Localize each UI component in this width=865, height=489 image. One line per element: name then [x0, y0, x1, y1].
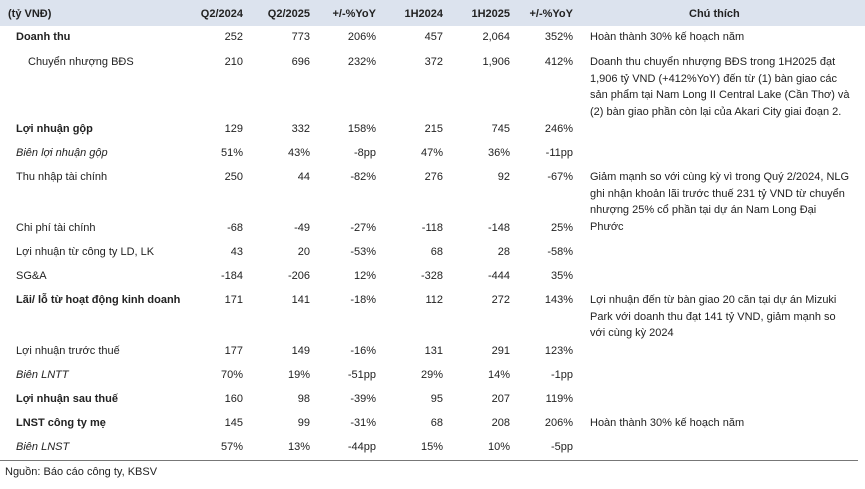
cell-yoy-q: -39% [350, 393, 376, 405]
cell-q2-2025: 149 [291, 345, 310, 357]
cell-h1-2025: 28 [497, 246, 510, 258]
header-q2-2025: Q2/2025 [267, 8, 310, 20]
cell-q2-2025: 141 [291, 294, 310, 306]
cell-h1-2025: 207 [491, 393, 510, 405]
row-label: Lợi nhuận trước thuế [16, 345, 120, 357]
cell-yoy-q: 232% [347, 56, 376, 68]
cell-q2-2025: -206 [287, 270, 310, 282]
cell-h1-2025: 291 [491, 345, 510, 357]
row-label: Lợi nhuận từ công ty LD, LK [16, 246, 155, 258]
source-note: Nguồn: Báo cáo công ty, KBSV [5, 466, 158, 478]
cell-q2-2025: 332 [291, 123, 310, 135]
cell-h1-2025: 1,906 [482, 56, 510, 68]
cell-q2-2024: 129 [224, 123, 243, 135]
row-note: Hoàn thành 30% kế hoạch năm [590, 417, 745, 429]
cell-h1-2024: 372 [424, 56, 443, 68]
cell-q2-2025: -49 [294, 222, 310, 234]
header-note: Chú thích [689, 8, 740, 20]
cell-yoy-h: 206% [544, 417, 573, 429]
row-label: Thu nhập tài chính [16, 171, 108, 183]
cell-q2-2024: -68 [227, 222, 243, 234]
cell-yoy-h: 246% [544, 123, 573, 135]
cell-yoy-q: 206% [347, 31, 376, 43]
cell-h1-2024: 68 [430, 246, 443, 258]
cell-q2-2024: 57% [220, 441, 243, 453]
row-label: Lợi nhuận sau thuế [16, 393, 118, 405]
cell-h1-2025: 2,064 [482, 31, 510, 43]
cell-h1-2024: 131 [424, 345, 443, 357]
cell-q2-2025: 44 [297, 171, 310, 183]
header-yoy-half: +/-%YoY [529, 8, 573, 20]
cell-h1-2024: -328 [420, 270, 443, 282]
cell-yoy-q: -31% [350, 417, 376, 429]
row-label: Chuyển nhượng BĐS [28, 56, 134, 68]
cell-yoy-q: -44pp [347, 441, 376, 453]
cell-yoy-q: 158% [347, 123, 376, 135]
cell-q2-2024: -184 [220, 270, 243, 282]
cell-q2-2025: 13% [287, 441, 310, 453]
cell-q2-2025: 99 [297, 417, 310, 429]
cell-q2-2024: 252 [224, 31, 243, 43]
cell-h1-2025: 14% [487, 369, 510, 381]
cell-h1-2024: 29% [420, 369, 443, 381]
row-label: Chi phí tài chính [16, 222, 96, 234]
cell-yoy-q: -16% [350, 345, 376, 357]
cell-q2-2024: 70% [220, 369, 243, 381]
row-label: Lãi/ lỗ từ hoạt động kinh doanh [16, 294, 181, 306]
cell-h1-2024: 15% [420, 441, 443, 453]
cell-q2-2024: 43 [230, 246, 243, 258]
cell-yoy-h: -67% [547, 171, 573, 183]
cell-q2-2024: 177 [224, 345, 243, 357]
cell-yoy-h: 352% [544, 31, 573, 43]
row-note: Hoàn thành 30% kế hoạch năm [590, 31, 745, 43]
row-label: Doanh thu [16, 31, 71, 43]
cell-q2-2025: 98 [297, 393, 310, 405]
cell-yoy-q: 12% [353, 270, 376, 282]
cell-yoy-q: -8pp [353, 147, 376, 159]
cell-q2-2024: 160 [224, 393, 243, 405]
cell-q2-2025: 20 [297, 246, 310, 258]
cell-h1-2025: 272 [491, 294, 510, 306]
header-1h2024: 1H2024 [404, 8, 443, 20]
cell-yoy-q: -18% [350, 294, 376, 306]
cell-h1-2025: -148 [487, 222, 510, 234]
cell-h1-2024: 215 [424, 123, 443, 135]
row-note: Doanh thu chuyển nhượng BĐS trong 1H2025 đạt 1,906 tỷ VND (+412%YoY) đến từ (1) bàn giao các sản phẩm tại Nam Long II Central Lake (Cần Thơ) và (2) bàn giao phần còn lại của Akari City giai đoạn 2. [590, 56, 850, 118]
cell-q2-2025: 696 [291, 56, 310, 68]
cell-q2-2024: 145 [224, 417, 243, 429]
cell-q2-2024: 51% [220, 147, 243, 159]
cell-h1-2025: -444 [487, 270, 510, 282]
cell-h1-2025: 92 [497, 171, 510, 183]
cell-q2-2025: 19% [287, 369, 310, 381]
cell-yoy-h: 119% [545, 393, 573, 405]
header-1h2025: 1H2025 [471, 8, 510, 20]
header-yoy-quarter: +/-%YoY [332, 8, 376, 20]
table-bottom-rule [0, 460, 858, 461]
row-label: Biên LNTT [16, 369, 69, 381]
cell-h1-2024: 457 [424, 31, 443, 43]
cell-h1-2024: 68 [430, 417, 443, 429]
cell-q2-2024: 171 [224, 294, 243, 306]
cell-h1-2024: 112 [425, 294, 443, 306]
row-label: SG&A [16, 270, 47, 282]
header-label: (tỷ VNĐ) [8, 8, 52, 20]
cell-yoy-q: -82% [350, 171, 376, 183]
cell-h1-2025: 745 [491, 123, 510, 135]
cell-yoy-h: 123% [544, 345, 573, 357]
cell-h1-2025: 10% [487, 441, 510, 453]
cell-yoy-h: -5pp [550, 441, 573, 453]
cell-h1-2025: 208 [491, 417, 510, 429]
cell-yoy-h: 143% [544, 294, 573, 306]
cell-h1-2025: 36% [487, 147, 510, 159]
cell-h1-2024: 276 [424, 171, 443, 183]
row-label: LNST công ty mẹ [16, 417, 106, 429]
cell-yoy-h: -1pp [550, 369, 573, 381]
cell-q2-2025: 43% [287, 147, 310, 159]
row-note: Lợi nhuận đến từ bàn giao 20 căn tại dự án Mizuki Park với doanh thu đạt 141 tỷ VND, giảm mạnh so với cùng kỳ 2024 [590, 294, 837, 339]
cell-h1-2024: 95 [430, 393, 443, 405]
row-label: Biên LNST [16, 441, 70, 453]
cell-h1-2024: 47% [420, 147, 443, 159]
cell-q2-2024: 210 [224, 56, 243, 68]
cell-yoy-q: -27% [350, 222, 376, 234]
row-label: Lợi nhuận gộp [16, 123, 93, 135]
cell-yoy-h: -11pp [545, 147, 573, 159]
cell-yoy-q: -51pp [347, 369, 376, 381]
row-label: Biên lợi nhuận gộp [16, 147, 108, 159]
cell-h1-2024: -118 [421, 222, 443, 234]
header-q2-2024: Q2/2024 [200, 8, 243, 20]
cell-yoy-h: 25% [550, 222, 573, 234]
cell-yoy-h: 412% [544, 56, 573, 68]
row-note: Giảm mạnh so với cùng kỳ vì trong Quý 2/2024, NLG ghi nhận khoản lãi trước thuế 231 tỷ VND từ chuyển nhượng 25% cổ phần tại dự án Nam Long Đại Phước [590, 171, 850, 233]
cell-yoy-h: -58% [547, 246, 573, 258]
cell-yoy-q: -53% [350, 246, 376, 258]
cell-q2-2025: 773 [291, 31, 310, 43]
cell-yoy-h: 35% [550, 270, 573, 282]
cell-q2-2024: 250 [224, 171, 243, 183]
